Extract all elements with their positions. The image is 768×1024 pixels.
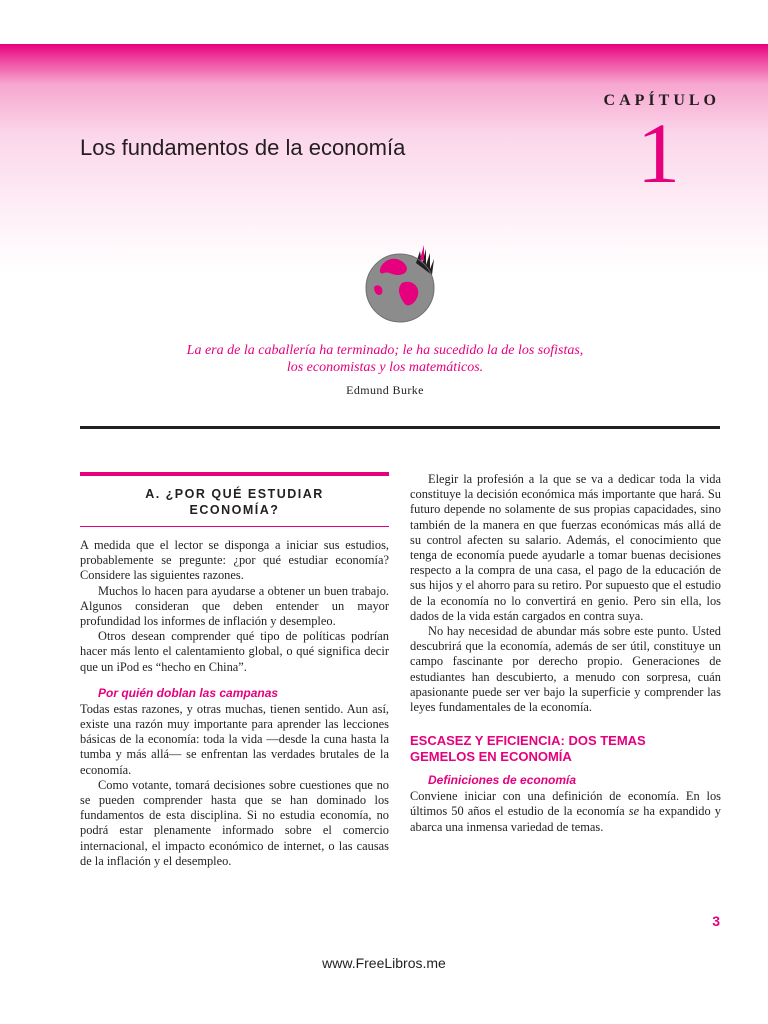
text-run: Conviene iniciar con una definición de economía. En los últimos 50 años el estudio de la economía [410,789,721,819]
section-a-title-line-1: A. ¿POR QUÉ ESTUDIAR [145,487,324,501]
subsection-heading: Por quién doblan las campanas [98,685,279,700]
section-heading-line-2: GEMELOS EN ECONOMÍA [410,749,572,765]
paragraph: Como votante, tomará decisiones sobre cuestiones que no se pueden comprender hasta que se han dominado los fundamentos de esta disciplina. Si no estudia economía, no podrá estar plenamente informado sobre el comercio internacional, el impacto económico de internet, o las causas de la inflación y el desempleo. [80,777,389,868]
section-heading-line-1: ESCASEZ Y EFICIENCIA: DOS TEMAS [410,733,646,749]
section-a-title [80,476,389,526]
globe-icon [358,243,444,329]
paragraph: Elegir la profesión a la que se va a dedicar toda la vida constituye la decisión económica más importante que hará. Su futuro depende no solamente de sus propias capacidades, sino también de la manera en que fuerzas económicas más allá de su control afecten su salario. Además, el conocimiento que tenga de economía puede ayudarle a tomar buenas decisiones respecto a la compra de una casa, el pago de la educación de sus hijos y el ahorro para su retiro. Por supuesto que el estudio de la economía no lo convertirá en genio. Pero sin ella, los dados de la vida están cargados en contra suya. [410,472,721,623]
footer-url: www.FreeLibros.me [322,955,446,971]
epigraph-line-1: La era de la caballería ha terminado; le ha sucedido la de los sofistas, [186,343,584,358]
paragraph: Otros desean comprender qué tipo de políticas podrían hacer más lento el calentamiento global, o qué significa decir que un iPod es “hecho en China”. [80,629,389,674]
section-a-title-line-2: ECONOMÍA? [189,503,280,517]
epigraph-line-2: los economistas y los matemáticos. [286,360,484,375]
left-column [80,472,389,869]
header-divider [80,426,720,429]
right-column [410,472,721,835]
paragraph [410,789,721,835]
paragraph: A medida que el lector se disponga a iniciar sus estudios, probablemente se pregunte: ¿por qué estudiar economía? Considere las siguientes razones. [80,538,389,583]
chapter-label: CAPÍTULO [603,92,720,109]
paragraph: No hay necesidad de abundar más sobre este punto. Usted descubrirá que la economía, además de ser útil, constituye un campo fascinante por derecho propio. Generaciones de estudiantes han descubierto, a menudo con sorpresa, cuán apasionante puede ser ver bajo la superficie y comprender las leyes fundamentales de la economía. [410,624,721,715]
chapter-number: 1 [637,105,680,201]
chapter-title: Los fundamentos de la economía [80,135,406,160]
subsection-heading: Definiciones de economía [428,773,577,788]
epigraph-quote [120,342,650,376]
epigraph-author: Edmund Burke [346,383,424,397]
paragraph: Todas estas razones, y otras muchas, tienen sentido. Aun así, existe una razón muy importante para aprender las lecciones básicas de la economía: toda la vida —desde la cuna hasta la tumba y más allá— se enfrentan las verdades brutales de la economía. [80,701,389,777]
emphasis-text: se [628,804,640,819]
paragraph: Muchos lo hacen para ayudarse a obtener un buen trabajo. Algunos consideran que deben entender un mayor profundidad los informes de inflación y desempleo. [80,583,389,629]
text-run: ha expandido y abarca una inmensa variedad de temas. [410,804,721,834]
section-title-bottom-rule [80,526,389,527]
section-heading [410,733,721,765]
page-number: 3 [712,913,720,929]
